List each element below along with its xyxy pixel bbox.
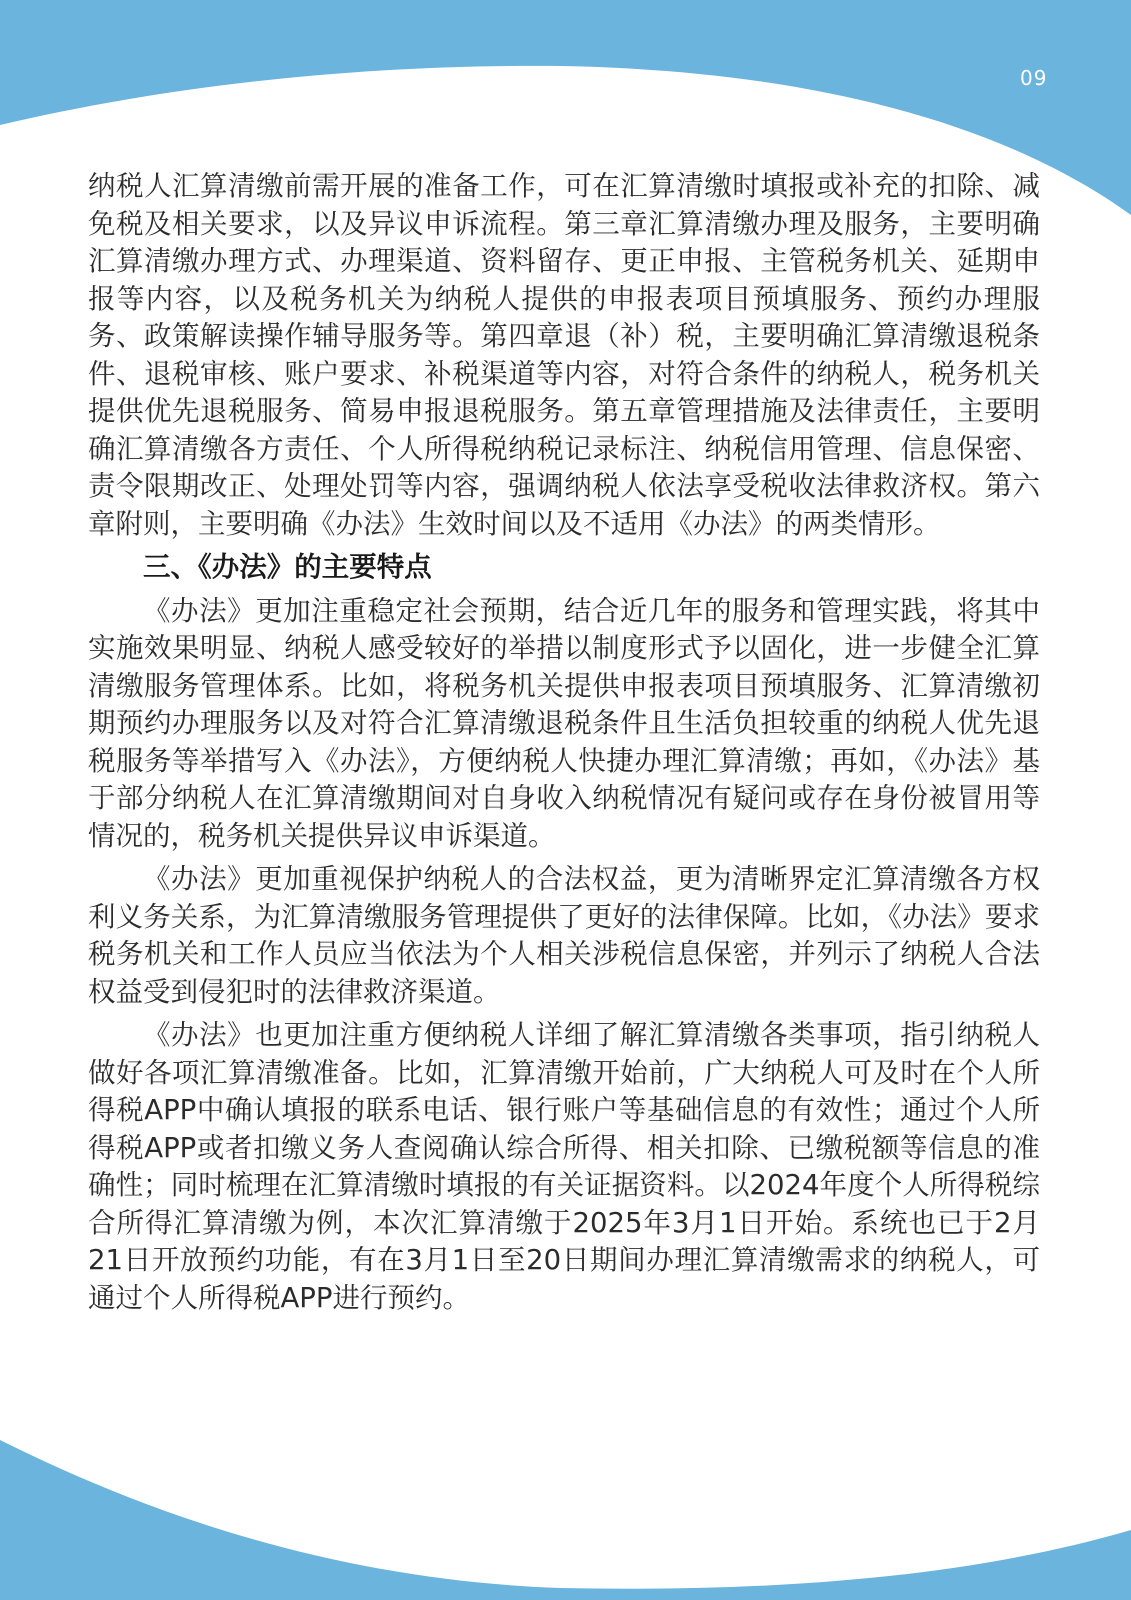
paragraph-social-expectation: 《办法》更加注重稳定社会预期，结合近几年的服务和管理实践，将其中实施效果明显、纳税人感受较好的举措以制度形式予以固化，进一步健全汇算清缴服务管理体系。比如，将税务机关提供申报表项目预填服务、汇算清缴初期预约办理服务以及对符合汇算清缴退税条件且生活负担较重的纳税人优先退税服务等举措写入《办法》，方便纳税人快捷办理汇算清缴；再如，《办法》基于部分纳税人在汇算清缴期间对自身收入纳税情况有疑问或存在身份被冒用等情况的，税务机关提供异议申诉渠道。 [88,594,1040,852]
paragraph-convenience: 《办法》也更加注重方便纳税人详细了解汇算清缴各类事项，指引纳税人做好各项汇算清缴准备。比如，汇算清缴开始前，广大纳税人可及时在个人所得税APP中确认填报的联系电话、银行账户等基础信息的有效性；通过个人所得税APP或者扣缴义务人查阅确认综合所得、相关扣除、已缴税额等信息的准确性；同时梳理在汇算清缴时填报的有关证据资料。以2024年度个人所得税综合所得汇算清缴为例，本次汇算清缴于2025年3月1日开始。系统也已于2月21日开放预约功能，有在3月1日至20日期间办理汇算清缴需求的纳税人，可通过个人所得税APP进行预约。 [88,1019,1040,1314]
page-number: 09 [1020,66,1048,90]
section-heading: 三、《办法》的主要特点 [143,551,432,583]
document-body [88,168,1040,1317]
paragraph-chapter-summary: 纳税人汇算清缴前需开展的准备工作，可在汇算清缴时填报或补充的扣除、减免税及相关要求，以及异议申诉流程。第三章汇算清缴办理及服务，主要明确汇算清缴办理方式、办理渠道、资料留存、更正申报、主管税务机关、延期申报等内容，以及税务机关为纳税人提供的申报表项目预填服务、预约办理服务、政策解读操作辅导服务等。第四章退（补）税，主要明确汇算清缴退税条件、退税审核、账户要求、补税渠道等内容，对符合条件的纳税人，税务机关提供优先退税服务、简易申报退税服务。第五章管理措施及法律责任，主要明确汇算清缴各方责任、个人所得税纳税记录标注、纳税信用管理、信息保密、责令限期改正、处理处罚等内容，强调纳税人依法享受税收法律救济权。第六章附则，主要明确《办法》生效时间以及不适用《办法》的两类情形。 [88,170,1040,540]
paragraph-legal-rights: 《办法》更加重视保护纳税人的合法权益，更为清晰界定汇算清缴各方权利义务关系，为汇算清缴服务管理提供了更好的法律保障。比如，《办法》要求税务机关和工作人员应当依法为个人相关涉税信息保密，并列示了纳税人合法权益受到侵犯时的法律救济渠道。 [88,863,1040,1008]
